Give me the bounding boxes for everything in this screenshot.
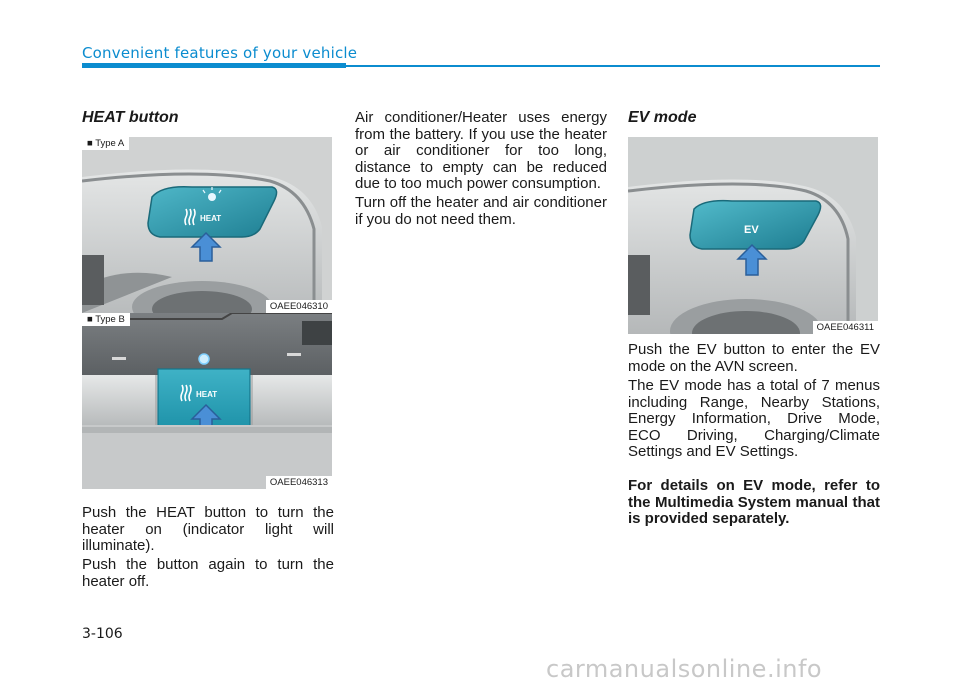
watermark: carmanualsonline.info (546, 655, 823, 683)
ev-mode-heading: EV mode (628, 109, 697, 126)
figure-code-b: OAEE046313 (266, 476, 332, 489)
header-rule (346, 65, 880, 67)
turn-off-note: Turn off the heater and air conditioner if you do not need them. (355, 194, 607, 228)
heat-button-illustration-b (82, 313, 332, 489)
heat-button-figure-type-b (82, 313, 332, 489)
figure-code-ev: OAEE046311 (813, 321, 878, 334)
ev-instruction: Push the EV button to enter the EV mode on the AVN screen. (628, 341, 880, 375)
ev-button-figure (628, 137, 878, 334)
ev-button-illustration (628, 137, 878, 334)
ev-button-text: EV (744, 224, 759, 236)
header-rule-accent (82, 63, 346, 68)
heat-instruction-on: Push the HEAT button to turn the heater on (indicator light will illuminate). (82, 504, 334, 554)
heat-button-text-b: HEAT (196, 390, 218, 399)
figure-label-type-b: ■ Type B (82, 313, 130, 326)
figure-code-a: OAEE046310 (266, 300, 332, 313)
heat-instruction-off: Push the button again to turn the heater off. (82, 556, 334, 590)
heat-button-heading: HEAT button (82, 109, 179, 126)
figure-label-type-a: ■ Type A (82, 137, 129, 150)
heat-button-illustration-a (82, 137, 332, 313)
page-number: 3-106 (82, 626, 123, 642)
ev-menus-description: The EV mode has a total of 7 menus including Range, Nearby Stations, Energy Information, Drive Mode, ECO Driving, Charging/Climate Settings and EV Settings. (628, 377, 880, 460)
heat-button-text-a: HEAT (200, 214, 222, 223)
section-title: Convenient features of your vehicle (82, 44, 358, 62)
multimedia-manual-note: For details on EV mode, refer to the Multimedia System manual that is provided separately. (628, 477, 880, 527)
heat-button-figure-type-a (82, 137, 332, 313)
energy-note: Air conditioner/Heater uses energy from the battery. If you use the heater or air conditioner for too long, distance to empty can be reduced due to too much power consumption. (355, 109, 607, 192)
